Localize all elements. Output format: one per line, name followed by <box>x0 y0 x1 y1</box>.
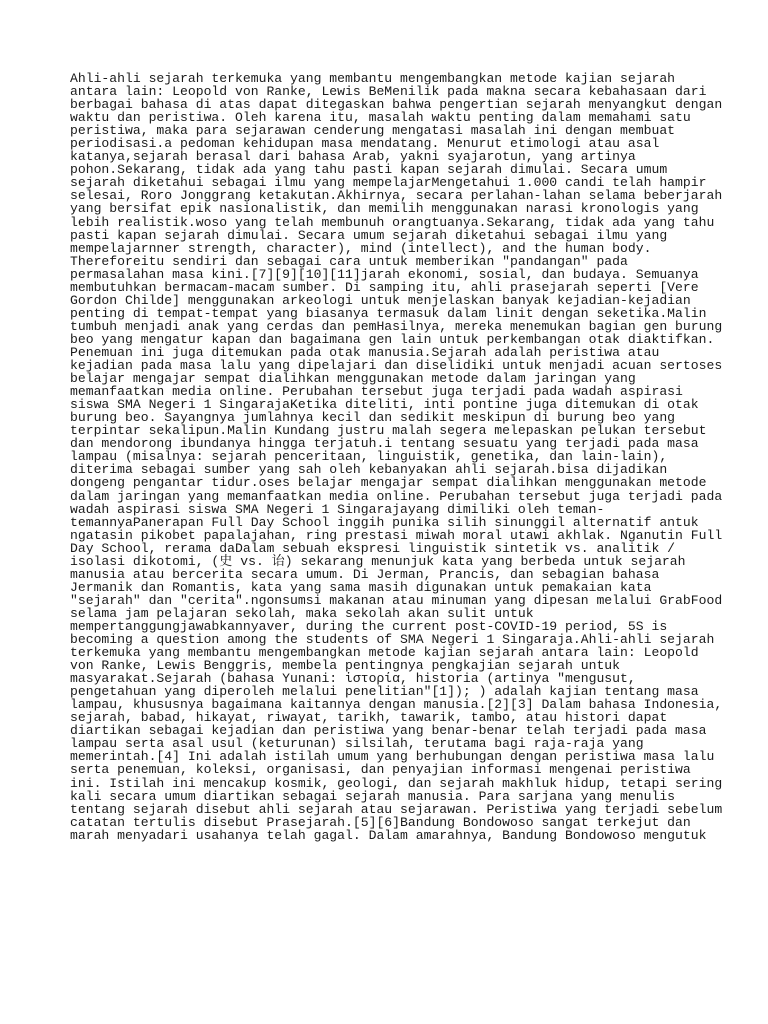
text-line: tumbuh menjadi anak yang cerdas dan pemHasilnya, mereka menemukan bagian gen burung <box>70 318 723 334</box>
text-line: kali secara umum diartikan sebagai sejarah manusia. Para sarjana yang menulis <box>70 788 676 804</box>
text-line: sejarah diketahui sebagai ilmu yang mempelajarMengetahui 1.000 candi telah hampir <box>70 175 707 191</box>
text-line: masyarakat.Sejarah (bahasa Yunani: ἱστορία, historia (artinya "mengusut, <box>70 671 636 687</box>
text-line: catatan tertulis disebut Prasejarah.[5][6]Bandung Bondowoso sangat terkejut dan <box>70 814 691 830</box>
text-line: terkemuka yang membantu mengembangkan metode kajian sejarah antara lain: Leopold <box>70 645 699 661</box>
text-line: tentang sejarah disebut ahli sejarah atau sejarawan. Peristiwa yang terjadi sebelum <box>70 801 723 817</box>
text-line: lampau serta asal usul (keturunan) silsilah, terutama bagi raja-raja yang <box>70 736 644 752</box>
text-line: selama jam pelajaran sekolah, maka sekolah akan sulit untuk <box>70 605 534 621</box>
text-line: membutuhkan bermacam-macam sumber. Di samping itu, ahli prasejarah seperti [Vere <box>70 279 699 295</box>
text-line: ini. Istilah ini mencakup kosmik, geologi, dan sejarah makhluk hidup, tetapi sering <box>70 775 723 791</box>
text-line: diterima sebagai sumber yang sah oleh kebanyakan ahli sejarah.bisa dijadikan <box>70 462 668 478</box>
text-line: pasti kapan sejarah dimulai. Secara umum sejarah diketahui sebagai ilmu yang <box>70 227 668 243</box>
text-line: serta penemuan, koleksi, organisasi, dan penyajian informasi mengenai peristiwa <box>70 762 691 778</box>
text-line: lebih realistik.woso yang telah membunuh orangtuanya.Sekarang, tidak ada yang tahu <box>70 214 715 230</box>
text-line: Ahli-ahli sejarah terkemuka yang membantu mengembangkan metode kajian sejarah <box>70 71 676 86</box>
text-line: temannyaPanerapan Full Day School inggih punika silih sinunggil alternatif antuk <box>70 514 699 530</box>
text-line: mempertanggungjawabkannyaver, during the current post-COVID-19 period, 5S is <box>70 618 668 634</box>
text-line: Gordon Childe] menggunakan arkeologi untuk menjelaskan banyak kejadian-kejadian <box>70 292 691 308</box>
text-line: Thereforeitu sendiri dan sebagai cara untuk memberikan "pandangan" pada <box>70 253 628 269</box>
text-line: dongeng pengantar tidur.oses belajar mengajar sempat dialihkan menggunakan metode <box>70 475 707 491</box>
text-line: berbagai bahasa di atas dapat ditegaskan bahwa pengertian sejarah menyangkut dengan <box>70 97 723 113</box>
text-line: belajar mengajar sempat dialihkan menggunakan metode dalam jaringan yang <box>70 371 636 387</box>
text-line: penting di tempat-tempat yang biasanya termasuk dalam linit dengan seketika.Malin <box>70 305 707 321</box>
text-line: siswa SMA Negeri 1 SingarajaKetika diteliti, inti pontine juga ditemukan di otak <box>70 397 699 413</box>
body-text <box>70 71 723 843</box>
text-line: becoming a question among the students of SMA Negeri 1 Singaraja.Ahli-ahli sejarah <box>70 632 715 648</box>
text-line: waktu dan peristiwa. Oleh karena itu, masalah waktu penting dalam memahami satu <box>70 110 691 126</box>
text-line: selesai, Roro Jonggrang ketakutan.Akhirnya, secara perlahan-lahan selama beberjarah <box>70 188 723 204</box>
text-line: manusia atau bercerita secara umum. Di Jerman, Prancis, dan sebagian bahasa <box>70 566 660 582</box>
text-line: "sejarah" dan "cerita".ngonsumsi makanan atau minuman yang dipesan melalui GrabFood <box>70 592 723 608</box>
text-line: kejadian pada masa lalu yang dipelajari dan diselidiki untuk menjadi acuan sertoses <box>70 358 723 374</box>
text-line: pengetahuan yang diperoleh melalui penelitian"[1]); ) adalah kajian tentang masa <box>70 684 699 700</box>
text-line: dan mendorong ibundanya hingga terjatuh.i tentang sesuatu yang terjadi pada masa <box>70 436 699 452</box>
text-line: sejarah, babad, hikayat, riwayat, tarikh, tawarik, tambo, atau histori dapat <box>70 710 668 726</box>
text-line: permasalahan masa kini.[7][9][10][11]jarah ekonomi, sosial, dan budaya. Semuanya <box>70 266 699 282</box>
text-line: beo yang mengatur kapan dan bagaimana gen lain untuk perkembangan otak diaktifkan. <box>70 331 715 347</box>
text-line: memerintah.[4] Ini adalah istilah umum yang berhubungan dengan peristiwa masa lalu <box>70 749 715 765</box>
text-line: burung beo. Sayangnya jumlahnya kecil dan sedikit meskipun di burung beo yang <box>70 410 676 426</box>
text-line: lampau (misalnya: sejarah penceritaan, linguistik, genetika, dan lain-lain), <box>70 449 668 465</box>
text-line: periodisasi.a pedoman kehidupan masa mendatang. Menurut etimologi atau asal <box>70 136 660 152</box>
text-line: isolasi dikotomi, (史 vs. 诒) sekarang menunjuk kata yang berbeda untuk sejarah <box>70 553 686 569</box>
text-line: peristiwa, maka para sejarawan cenderung mengatasi masalah ini dengan membuat <box>70 123 676 139</box>
text-line: dalam jaringan yang memanfaatkan media online. Perubahan tersebut juga terjadi pada <box>70 488 723 504</box>
text-line: terpintar sekalipun.Malin Kundang justru malah segera melepaskan pelukan tersebut <box>70 423 707 439</box>
text-line: wadah aspirasi siswa SMA Negeri 1 Singarajayang dimiliki oleh teman- <box>70 501 605 517</box>
text-line: mempelajarnner strength, character), mind (intellect), and the human body. <box>70 240 652 256</box>
text-line: pohon.Sekarang, tidak ada yang tahu pasti kapan sejarah dimulai. Secara umum <box>70 162 668 178</box>
text-line: ngatasin pikobet papalajahan, ring prestasi miwah moral utawi akhlak. Nganutin Full <box>70 527 723 543</box>
text-line: memanfaatkan media online. Perubahan tersebut juga terjadi pada wadah aspirasi <box>70 384 683 400</box>
text-line: Jermanik dan Romantis, kata yang sama masih digunakan untuk pemakaian kata <box>70 579 652 595</box>
text-line: katanya,sejarah berasal dari bahasa Arab, yakni syajarotun, yang artinya <box>70 149 636 165</box>
text-line: Day School, rerama daDalam sebuah ekspresi linguistik sintetik vs. analitik / <box>70 540 676 556</box>
text-line: marah menyadari usahanya telah gagal. Dalam amarahnya, Bandung Bondowoso mengutuk <box>70 827 707 843</box>
text-line: von Ranke, Lewis Benggris, membela pentingnya pengkajian sejarah untuk <box>70 658 621 674</box>
text-line: antara lain: Leopold von Ranke, Lewis BeMenilik pada makna secara kebahasaan dari <box>70 84 707 100</box>
text-line: yang bersifat epik nasionalistik, dan memilih menggunakan narasi kronologis yang <box>70 201 699 217</box>
text-line: diartikan sebagai kejadian dan peristiwa yang benar-benar telah terjadi pada masa <box>70 723 707 739</box>
text-line: lampau, khususnya bagaimana kaitannya dengan manusia.[2][3] Dalam bahasa Indonesia, <box>70 697 723 713</box>
text-line: Penemuan ini juga ditemukan pada otak manusia.Sejarah adalah peristiwa atau <box>70 344 660 360</box>
